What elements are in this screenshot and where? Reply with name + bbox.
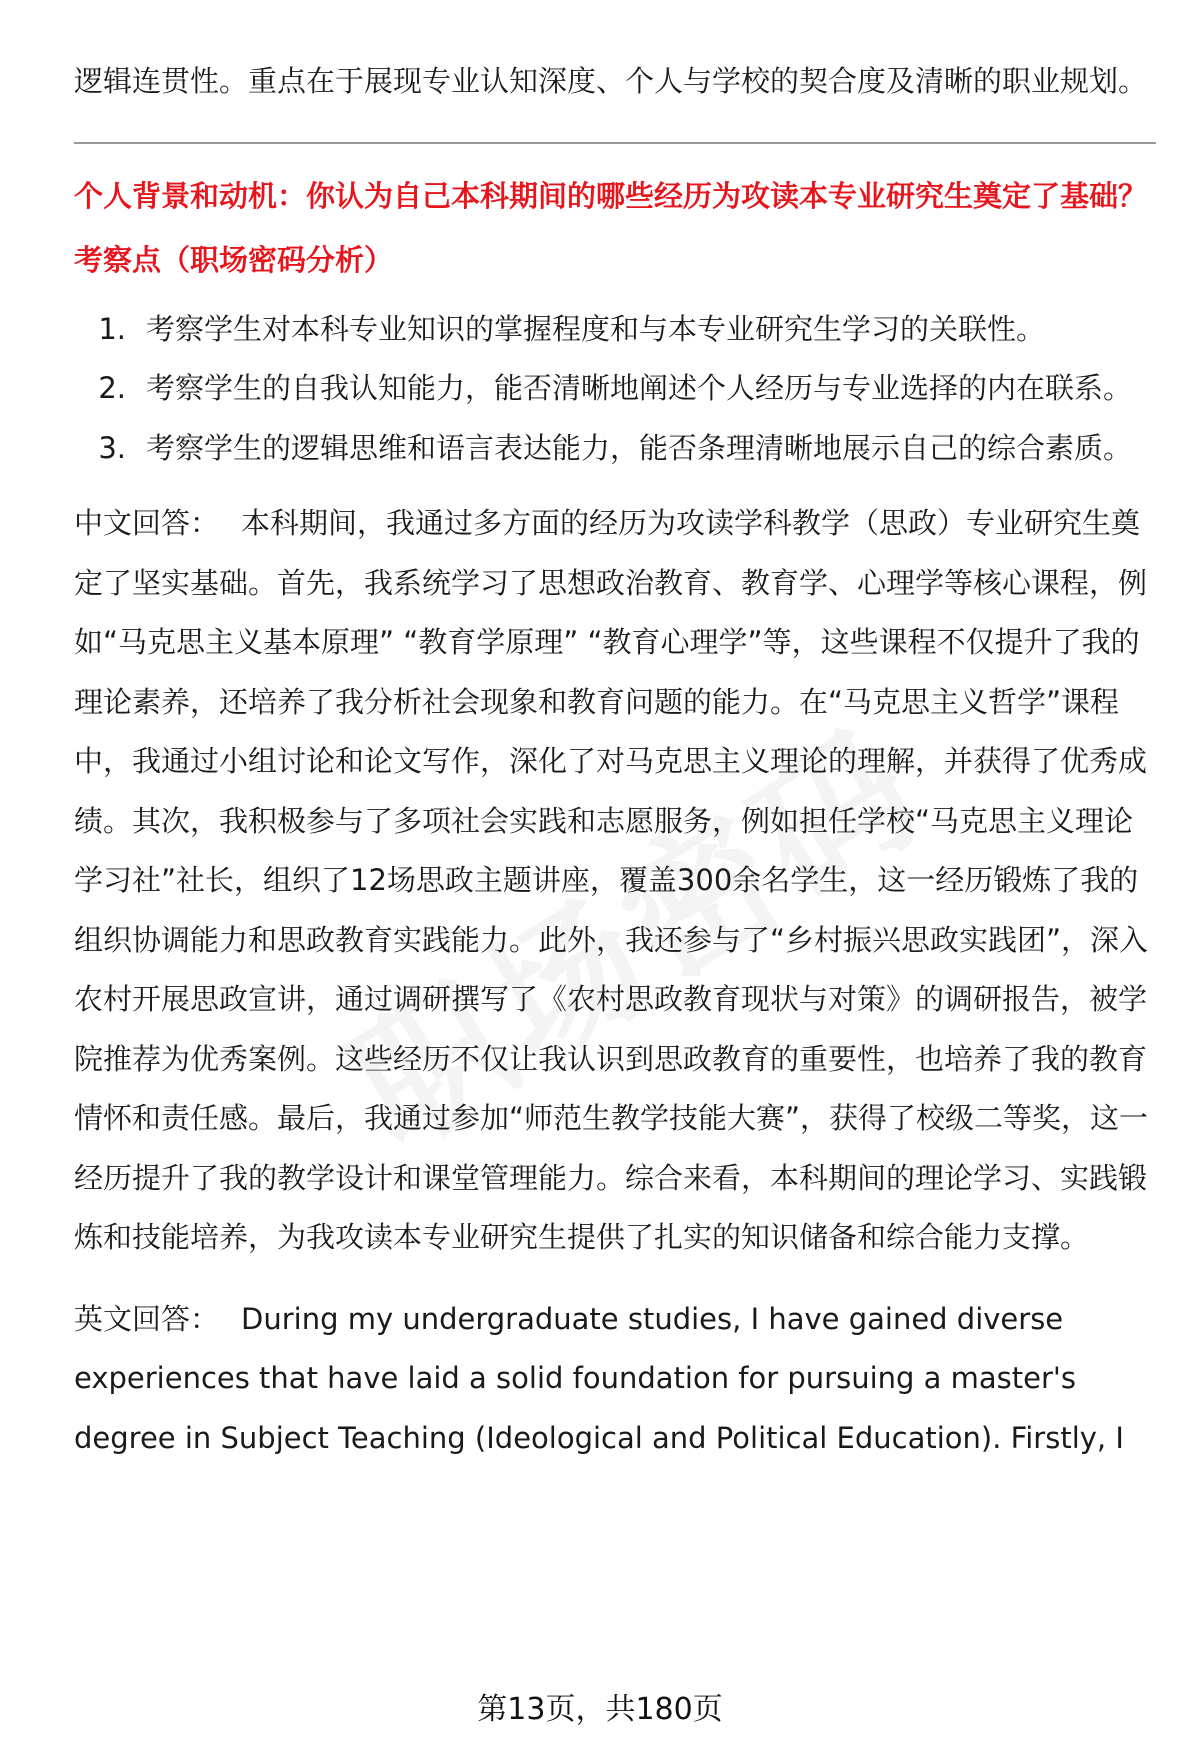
list-item: [74, 359, 1156, 419]
page-number-footer: 第13页，共180页: [477, 1692, 723, 1727]
english-answer-label: 英文回答：: [74, 1301, 220, 1336]
page-content: [74, 52, 1156, 1468]
chinese-answer-paragraph: [74, 494, 1156, 1268]
list-item-number: 3.: [98, 430, 126, 465]
list-item: [74, 419, 1156, 479]
list-item-text: 考察学生对本科专业知识的掌握程度和与本专业研究生学习的关联性。: [146, 311, 1046, 346]
chinese-answer-label: 中文回答：: [74, 506, 220, 540]
assessment-points-list: [74, 300, 1156, 479]
section-divider: [74, 142, 1156, 144]
list-item-number: 1.: [98, 311, 126, 346]
list-item-text: 考察学生的逻辑思维和语言表达能力，能否条理清晰地展示自己的综合素质。: [146, 430, 1133, 465]
list-item: [74, 300, 1156, 360]
chinese-answer-text: 本科期间，我通过多方面的经历为攻读学科教学（思政）专业研究生奠定了坚实基础。首先，我系统学习了思想政治教育、教育学、心理学等核心课程，例如“马克思主义基本原理” “教育学原理” “教育心理学”等，这些课程不仅提升了我的理论素养，还培养了我分析社会现象和教育问题的能力。在“马克思主义哲学”课程中，我通过小组讨论和论文写作，深化了对马克思主义理论的理解，并获得了优秀成绩。其次，我积极参与了多项社会实践和志愿服务，例如担任学校“马克思主义理论学习社”社长，组织了12场思政主题讲座，覆盖300余名学生，这一经历锻炼了我的组织协调能力和思政教育实践能力。此外，我还参与了“乡村振兴思政实践团”，深入农村开展思政宣讲，通过调研撰写了《农村思政教育现状与对策》的调研报告，被学院推荐为优秀案例。这些经历不仅让我认识到思政教育的重要性，也培养了我的教育情怀和责任感。最后，我通过参加“师范生教学技能大赛”，获得了校级二等奖，这一经历提升了我的教学设计和课堂管理能力。综合来看，本科期间的理论学习、实践锻炼和技能培养，为我攻读本专业研究生提供了扎实的知识储备和综合能力支撑。: [74, 506, 1149, 1254]
english-answer-paragraph: [74, 1290, 1156, 1469]
assessment-subheading: 考察点（职场密码分析）: [74, 242, 394, 277]
intro-paragraph: 逻辑连贯性。重点在于展现专业认知深度、个人与学校的契合度及清晰的职业规划。: [74, 64, 1148, 98]
english-answer-text: During my undergraduate studies, I have gained diverse experiences that have laid a solid foundation for pursuing a master's degree in Subject Teaching (Ideological and Political Education). Firstly, I: [74, 1301, 1124, 1455]
list-item-text: 考察学生的自我认知能力，能否清晰地阐述个人经历与专业选择的内在联系。: [146, 371, 1133, 405]
list-item-number: 2.: [98, 371, 126, 405]
question-heading: 个人背景和动机：你认为自己本科期间的哪些经历为攻读本专业研究生奠定了基础？: [74, 178, 1148, 213]
